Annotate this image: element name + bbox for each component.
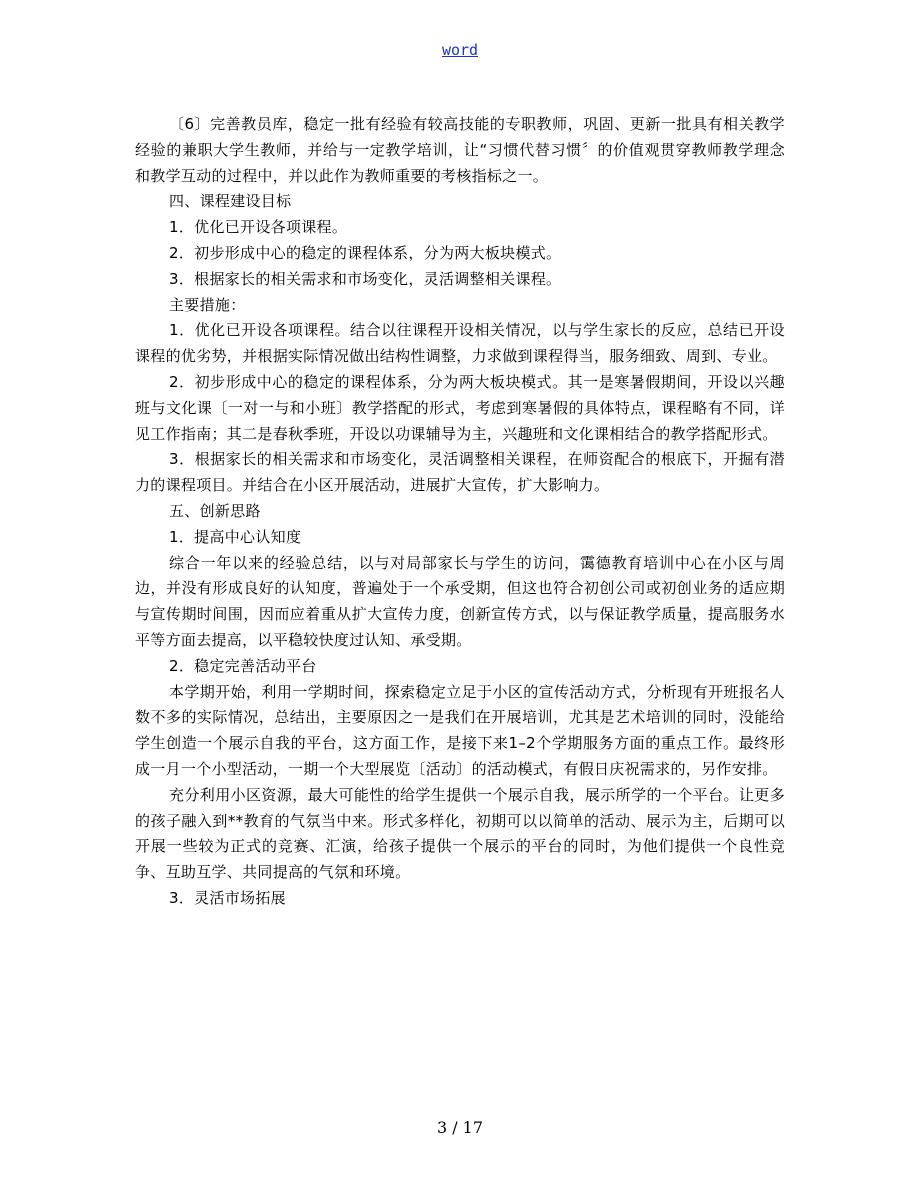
subheading-main-measures: 主要措施：	[169, 295, 246, 314]
section-heading-course-goals: 四、课程建设目标	[169, 192, 292, 211]
document-body	[135, 112, 785, 912]
paragraph-community-resources: 充分利用小区资源，最大可能性的给学生提供一个展示自我，展示所学的一个平台。让更多的孩子融入到**教育的气氛当中来。形式多样化，初期可以以简单的活动、展示为主，后期可以开展一些较为正式的竞赛、汇演，给孩子提供一个展示的平台的同时，为他们提供一个良性竞争、互助互学、共同提高的气氛和环境。	[135, 785, 785, 882]
section-heading-innovation: 五、创新思路	[169, 501, 261, 520]
paragraph-teacher-pool: 〔6〕完善教员库，稳定一批有经验有较高技能的专职教师，巩固、更新一批具有相关教学经验的兼职大学生教师，并给与一定教学培训，让“习惯代替习惯〞的价值观贯穿教师教学理念和教学互动的过程中，并以此作为教师重要的考核指标之一。	[135, 115, 785, 185]
subheading-awareness: 1．提高中心认知度	[169, 527, 302, 546]
subheading-market-expansion: 3．灵活市场拓展	[169, 888, 286, 907]
measure-item-1: 1．优化已开设各项课程。结合以往课程开设相关情况，以与学生家长的反应，总结已开设课程的优劣势，并根据实际情况做出结构性调整，力求做到课程得当，服务细致、周到、专业。	[135, 321, 785, 366]
paragraph-awareness: 综合一年以来的经验总结，以与对局部家长与学生的访问，霭德教育培训中心在小区与周边，并没有形成良好的认知度，普遍处于一个承受期，但这也符合初创公司或初创业务的适应期与宣传期时间围，因而应着重从扩大宣传力度，创新宣传方式，以与保证教学质量，提高服务水平等方面去提高，以平稳较快度过认知、承受期。	[135, 553, 785, 649]
page-number: 3 / 17	[436, 1118, 484, 1137]
goal-item-3: 3．根据家长的相关需求和市场变化，灵活调整相关课程。	[169, 269, 562, 288]
subheading-activity-platform: 2．稳定完善活动平台	[169, 656, 317, 675]
measure-item-3: 3．根据家长的相关需求和市场变化，灵活调整相关课程，在师资配合的根底下，开掘有潜力的课程项目。并结合在小区开展活动，进展扩大宣传，扩大影响力。	[135, 450, 785, 495]
paragraph-activity-platform: 本学期开始，利用一学期时间，探索稳定立足于小区的宣传活动方式，分析现有开班报名人数不多的实际情况，总结出，主要原因之一是我们在开展培训，尤其是艺术培训的同时，没能给学生创造一个展示自我的平台，这方面工作，是接下来1–2个学期服务方面的重点工作。最终形成一月一个小型活动，一期一个大型展览〔活动〕的活动模式，有假日庆祝需求的，另作安排。	[135, 682, 785, 778]
goal-item-1: 1．优化已开设各项课程。	[169, 218, 348, 237]
goal-item-2: 2．初步形成中心的稳定的课程体系，分为两大板块模式。	[169, 243, 562, 262]
header-word-link[interactable]: word	[441, 41, 479, 59]
page-header	[0, 41, 920, 59]
measure-item-2: 2．初步形成中心的稳定的课程体系，分为两大板块模式。其一是寒暑假期间，开设以兴趣班与文化课〔一对一与和小班〕教学搭配的形式，考虑到寒暑假的具体特点，课程略有不同，详见工作指南；其二是春秋季班，开设以功课辅导为主，兴趣班和文化课相结合的教学搭配形式。	[135, 372, 785, 443]
